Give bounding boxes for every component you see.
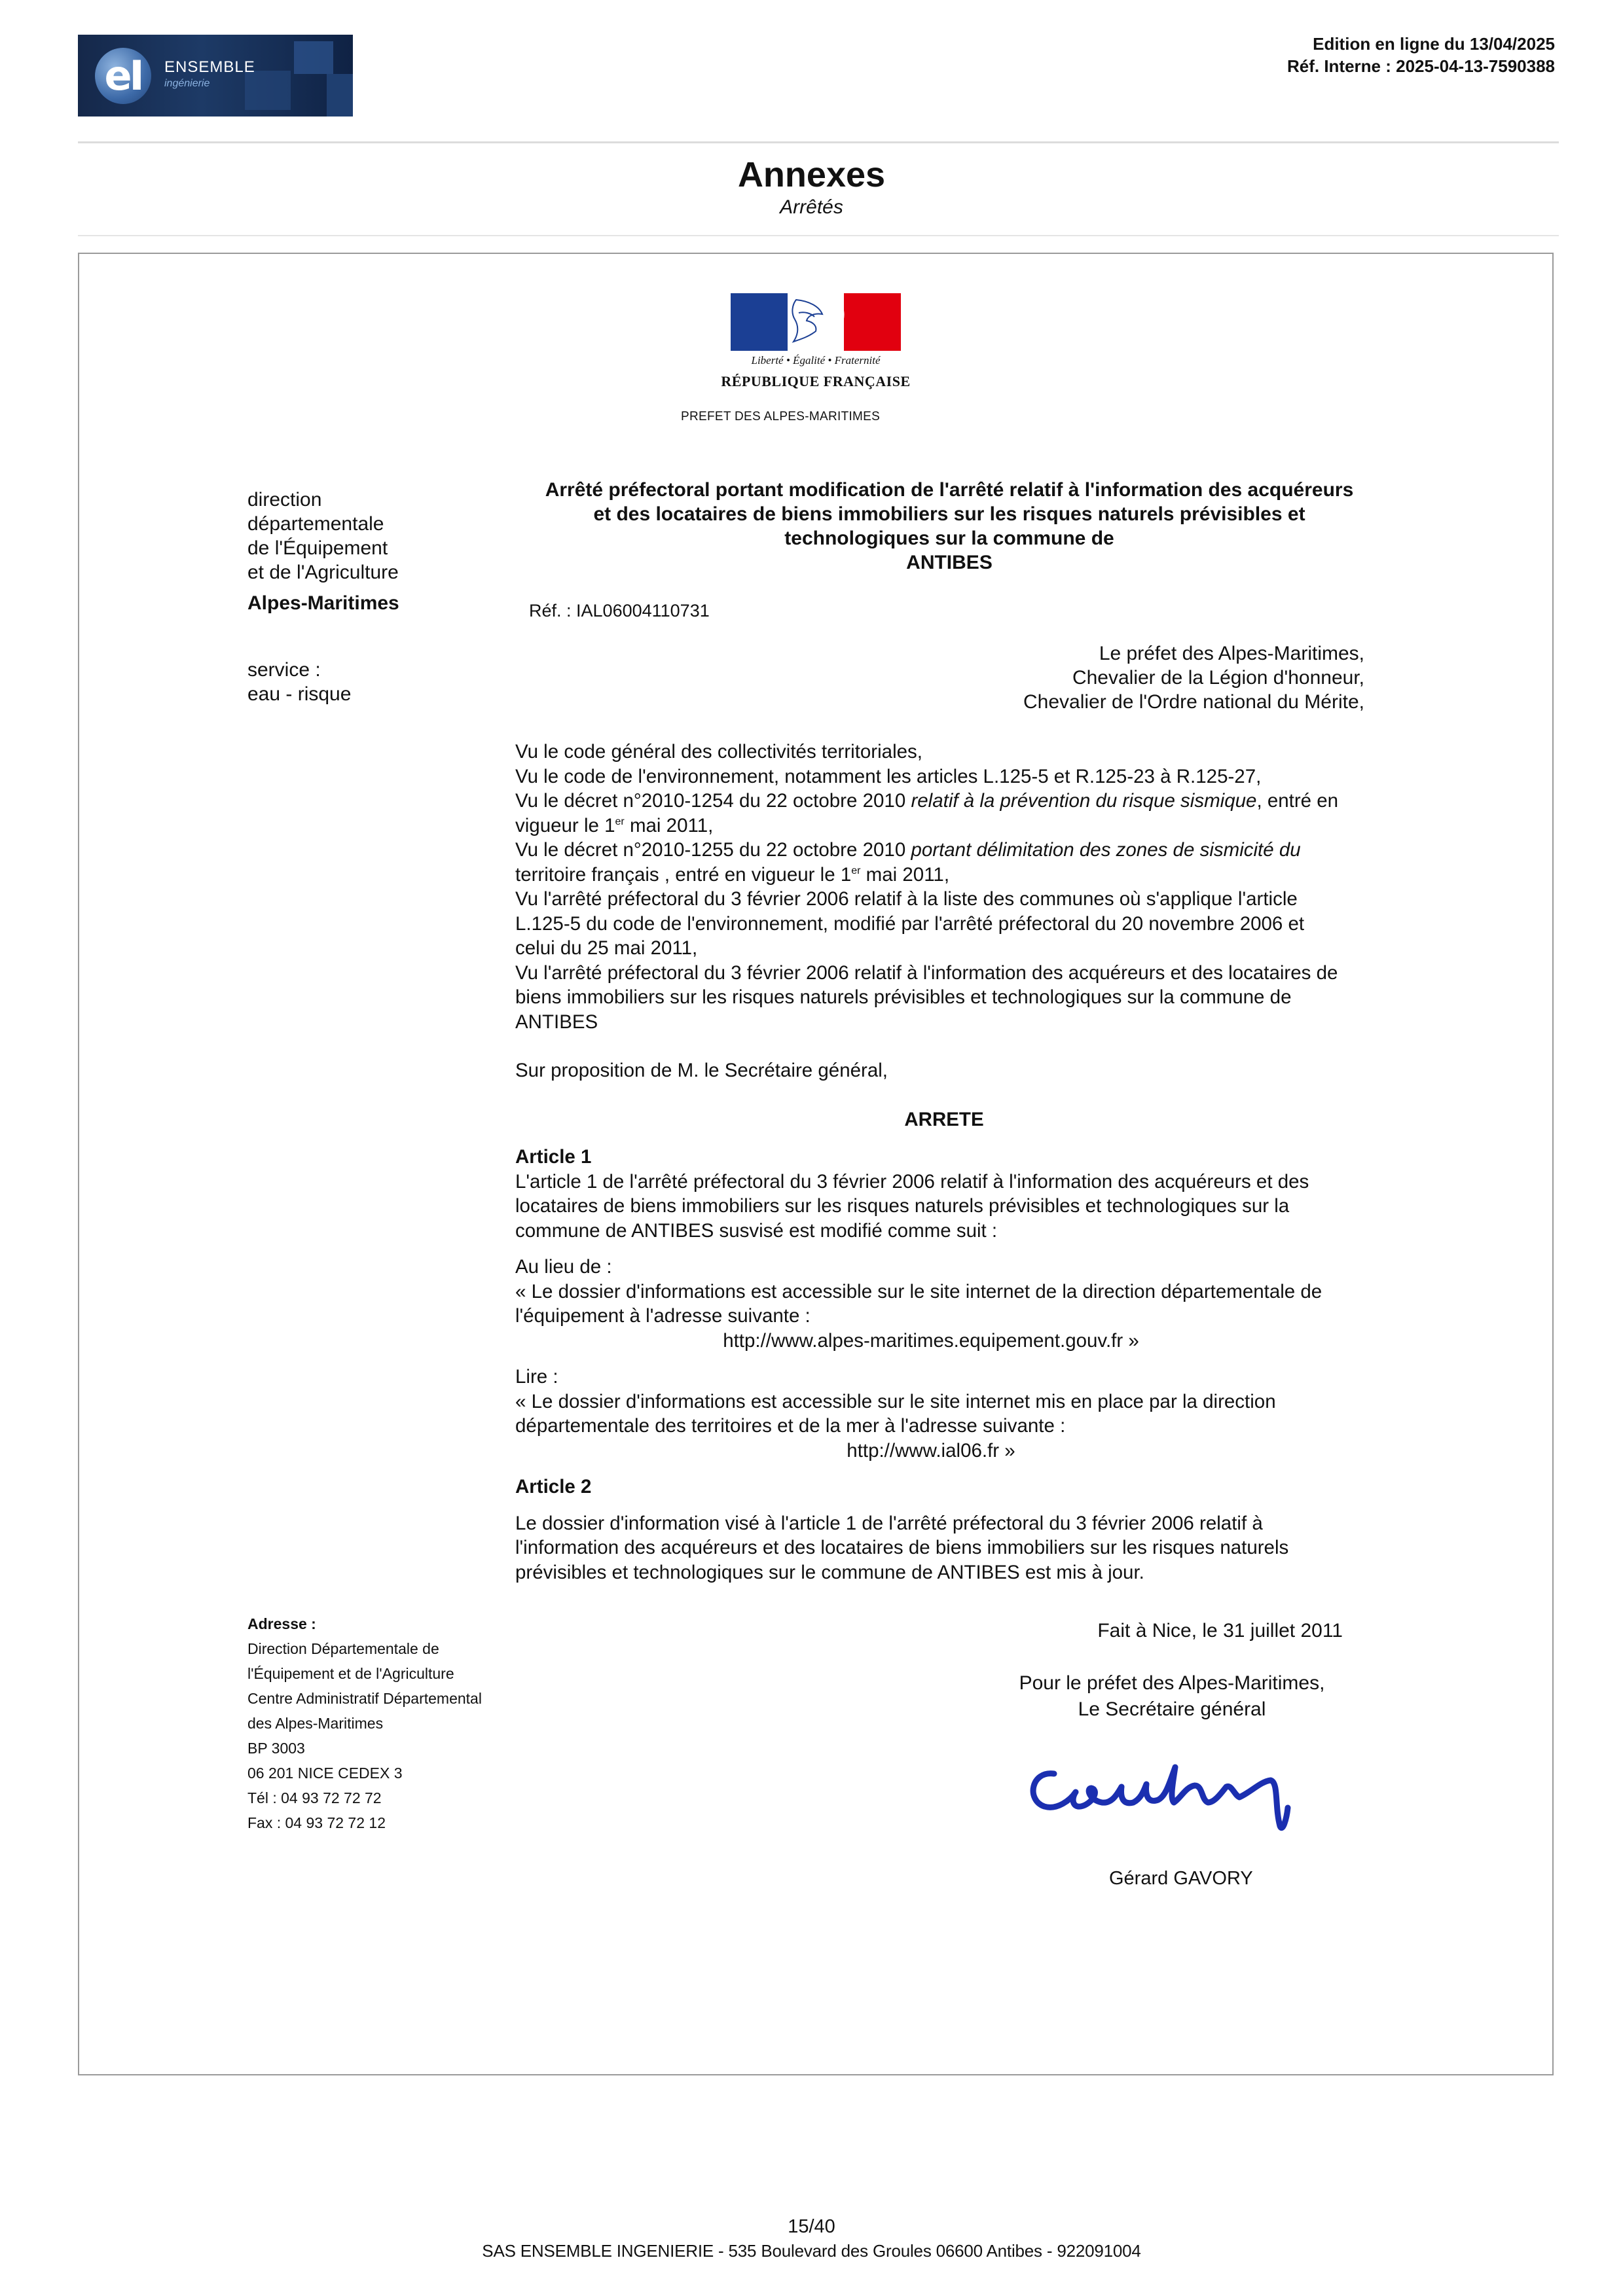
signature-authority [1008,1670,1336,1723]
decree-title-line: Arrêté préfectoral portant modification de l'arrêté relatif à l'information des acquéreurs [545,479,1354,501]
internal-reference: Réf. Interne : 2025-04-13-7590388 [1286,56,1555,76]
decree-title-line: ANTIBES [906,552,993,573]
service-block [247,658,351,706]
arrete-heading: ARRETE [904,1108,984,1130]
decree-title [524,478,1375,575]
edition-date: Edition en ligne du 13/04/2025 [1313,34,1555,54]
decree-reference: Réf. : IAL06004110731 [529,601,710,620]
header-divider [78,141,1559,143]
page-number: 15/40 [788,2216,835,2237]
department-region: Alpes-Maritimes [247,592,399,614]
department-line: direction [247,489,322,511]
marianne-emblem-icon [731,293,901,351]
visa: Vu le décret n°2010-1254 du 22 octobre 2010 relatif à la prévention du risque sismique, entré en vigueur le 1er mai 2011, [515,790,1339,836]
authority-line: Pour le préfet des Alpes-Maritimes, [1019,1672,1325,1694]
department-line: départementale [247,513,384,535]
read-url: http://www.ial06.fr » [847,1439,1015,1462]
republic-motto: Liberté • Égalité • Fraternité [751,354,881,367]
service-label: service : [247,659,321,681]
visa: Vu le code de l'environnement, notamment les articles L.125-5 et R.125-23 à R.125-27, [515,765,1262,787]
department-line: et de l'Agriculture [247,562,399,583]
company-logo [78,35,353,117]
authority-line: Le Secrétaire général [1078,1698,1266,1720]
logo-mark-icon: eI [95,48,151,104]
section-title: Annexes [737,155,886,194]
logo-text: ENSEMBLE [164,58,255,76]
article-1-heading: Article 1 [515,1146,592,1168]
decree-title-line: et des locataires de biens immobiliers sur les risques naturels prévisibles et [593,503,1305,525]
address-line: Centre Administratif Départemental [247,1690,482,1707]
visa: Vu le décret n°2010-1255 du 22 octobre 2010 portant délimitation des zones de sismicité du territoire français , entré en vigueur le 1er mai 2011, [515,839,1301,886]
logo-subtext: ingénierie [164,78,210,89]
address-block [247,1611,482,1835]
address-fax: Fax : 04 93 72 72 12 [247,1814,386,1831]
address-line: l'Équipement et de l'Agriculture [247,1665,454,1682]
republic-name: RÉPUBLIQUE FRANÇAISE [721,373,911,389]
department-line: de l'Équipement [247,537,388,559]
decree-body [515,740,1347,1585]
footer-company: SAS ENSEMBLE INGENIERIE - 535 Boulevard des Groules 06600 Antibes - 922091004 [482,2241,1141,2261]
visa: Vu le code général des collectivités territoriales, [515,741,922,762]
article-2-text: Le dossier d'information visé à l'article 1 de l'arrêté préfectoral du 3 février 2006 relatif à l'information des acquéreurs et des locataires de biens immobiliers sur les risques naturels prévisibles et technologiques sur le commune de ANTIBES est mis à jour. [515,1512,1289,1583]
visa: Vu l'arrêté préfectoral du 3 février 2006 relatif à l'information des acquéreurs et des locataires de biens immobiliers sur les risques naturels prévisibles et technologiques sur la commune de ANTIBES [515,961,1338,1033]
place-date: Fait à Nice, le 31 juillet 2011 [1097,1620,1343,1641]
prefect-title-line: Le préfet des Alpes-Maritimes, [1099,643,1364,664]
read-label: Lire : [515,1366,558,1388]
visa: Vu l'arrêté préfectoral du 3 février 2006 relatif à la liste des communes où s'applique l'article L.125-5 du code de l'environnement, modifié par l'arrêté préfectoral du 20 novembre 2006 et celui du 25 mai 2011, [515,888,1305,959]
signatory-name: Gérard GAVORY [1109,1868,1253,1889]
title-divider [78,235,1559,236]
department-block [247,488,399,584]
address-line: 06 201 NICE CEDEX 3 [247,1765,403,1782]
prefect-title-line: Chevalier de la Légion d'honneur, [1072,667,1364,689]
decree-title-line: technologiques sur la commune de [784,528,1114,549]
prefect-titles [1023,641,1364,714]
address-heading: Adresse : [247,1615,316,1632]
service-value: eau - risque [247,683,352,705]
article-1-text: L'article 1 de l'arrêté préfectoral du 3 février 2006 relatif à l'information des acquéreurs et des locataires de biens immobiliers sur les risques naturels prévisibles et technologiques sur la commune de ANTIBES susvisé est modifié comme suit : [515,1170,1309,1242]
address-line: BP 3003 [247,1740,305,1757]
address-line: Direction Départementale de [247,1640,439,1657]
prefecture-name: PREFET DES ALPES-MARITIMES [681,410,881,423]
article-2-heading: Article 2 [515,1476,592,1498]
address-phone: Tél : 04 93 72 72 72 [247,1789,382,1806]
proposition: Sur proposition de M. le Secrétaire général, [515,1060,888,1081]
handwritten-signature-icon [1018,1734,1352,1839]
header-meta [1287,33,1555,77]
instead-text: « Le dossier d'informations est accessible sur le site internet de la direction départementale de l'équipement à l'adresse suivante : [515,1280,1322,1327]
section-subtitle: Arrêtés [780,196,843,218]
address-line: des Alpes-Maritimes [247,1715,384,1732]
instead-url: http://www.alpes-maritimes.equipement.gouv.fr » [723,1329,1139,1352]
instead-label: Au lieu de : [515,1256,612,1278]
prefect-title-line: Chevalier de l'Ordre national du Mérite, [1023,691,1364,713]
read-text: « Le dossier d'informations est accessible sur le site internet mis en place par la direction départementale des territoires et de la mer à l'adresse suivante : [515,1390,1276,1437]
